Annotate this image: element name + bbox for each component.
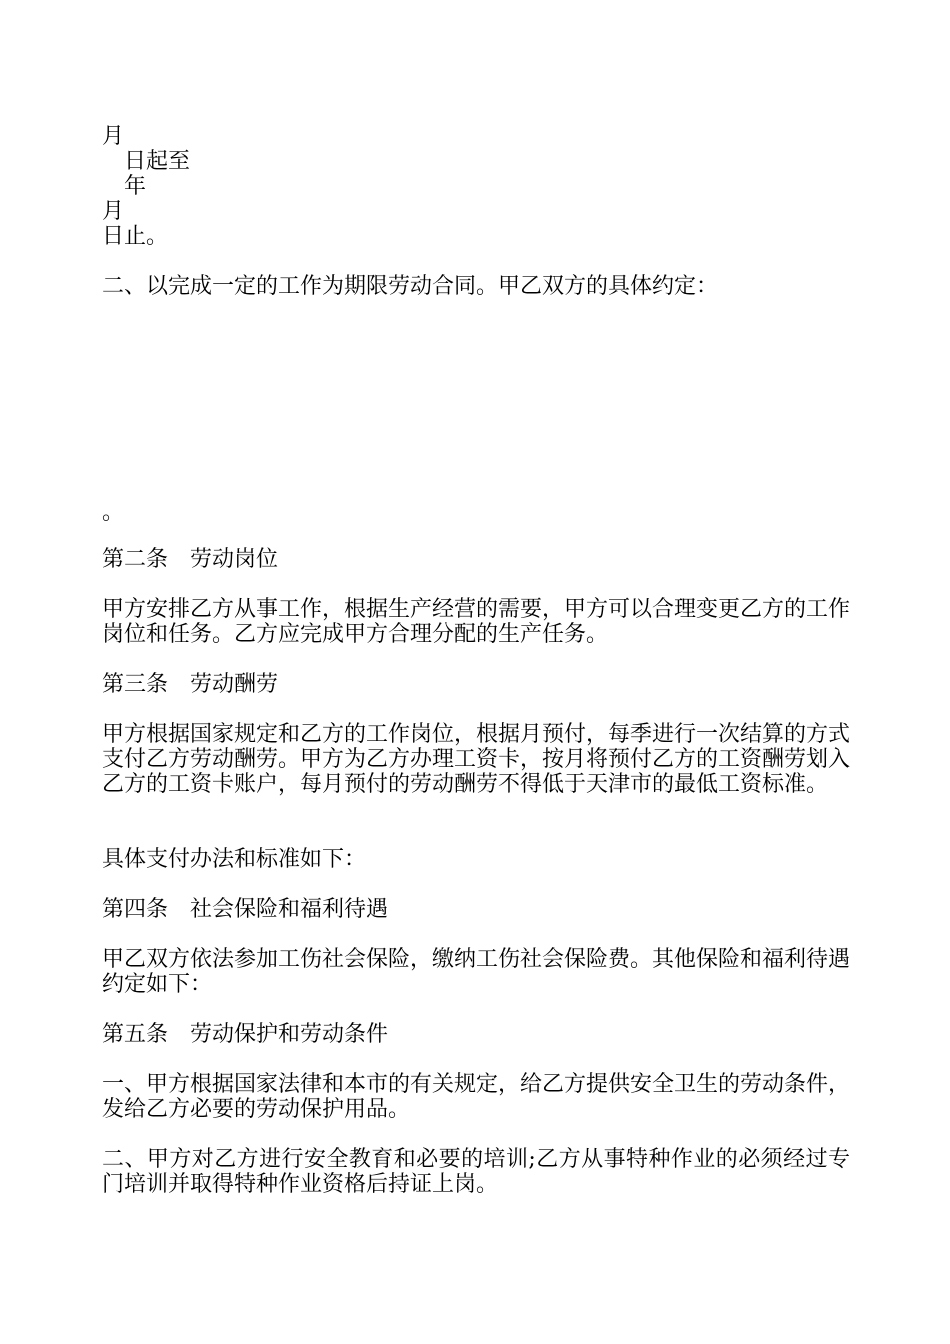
article-4-heading: 第四条 社会保险和福利待遇 [102, 897, 389, 922]
date-day-from: 日起至 [124, 149, 191, 174]
date-month-2: 月 [102, 199, 125, 224]
article-3-body: 甲方根据国家规定和乙方的工作岗位，根据月预付，每季进行一次结算的方式支付乙方劳动酬劳。甲方为乙方办理工资卡，按月将预付乙方的工资酬劳划入乙方的工资卡账户，每月预付的劳动酬劳不得低于天津市的最低工资标准。 [102, 722, 851, 797]
date-year: 年 [124, 174, 147, 199]
article-5-item-1: 一、甲方根据国家法律和本市的有关规定，给乙方提供安全卫生的劳动条件，发给乙方必要的劳动保护用品。 [102, 1072, 851, 1122]
article-3-payment: 具体支付办法和标准如下： [102, 847, 367, 872]
period-mark: 。 [102, 500, 125, 525]
date-month-1: 月 [102, 124, 125, 149]
article-3-heading: 第三条 劳动酬劳 [102, 672, 279, 697]
article-5-heading: 第五条 劳动保护和劳动条件 [102, 1022, 389, 1047]
date-day-end: 日止。 [102, 224, 169, 249]
article-2-body: 甲方安排乙方从事工作，根据生产经营的需要，甲方可以合理变更乙方的工作岗位和任务。乙方应完成甲方合理分配的生产任务。 [102, 597, 851, 647]
article-4-body: 甲乙双方依法参加工伤社会保险，缴纳工伤社会保险费。其他保险和福利待遇约定如下： [102, 947, 851, 997]
task-contract-clause: 二、以完成一定的工作为期限劳动合同。甲乙双方的具体约定： [102, 274, 719, 299]
article-2-heading: 第二条 劳动岗位 [102, 547, 279, 572]
article-5-item-2: 二、甲方对乙方进行安全教育和必要的培训;乙方从事特种作业的必须经过专门培训并取得特种作业资格后持证上岗。 [102, 1147, 850, 1197]
